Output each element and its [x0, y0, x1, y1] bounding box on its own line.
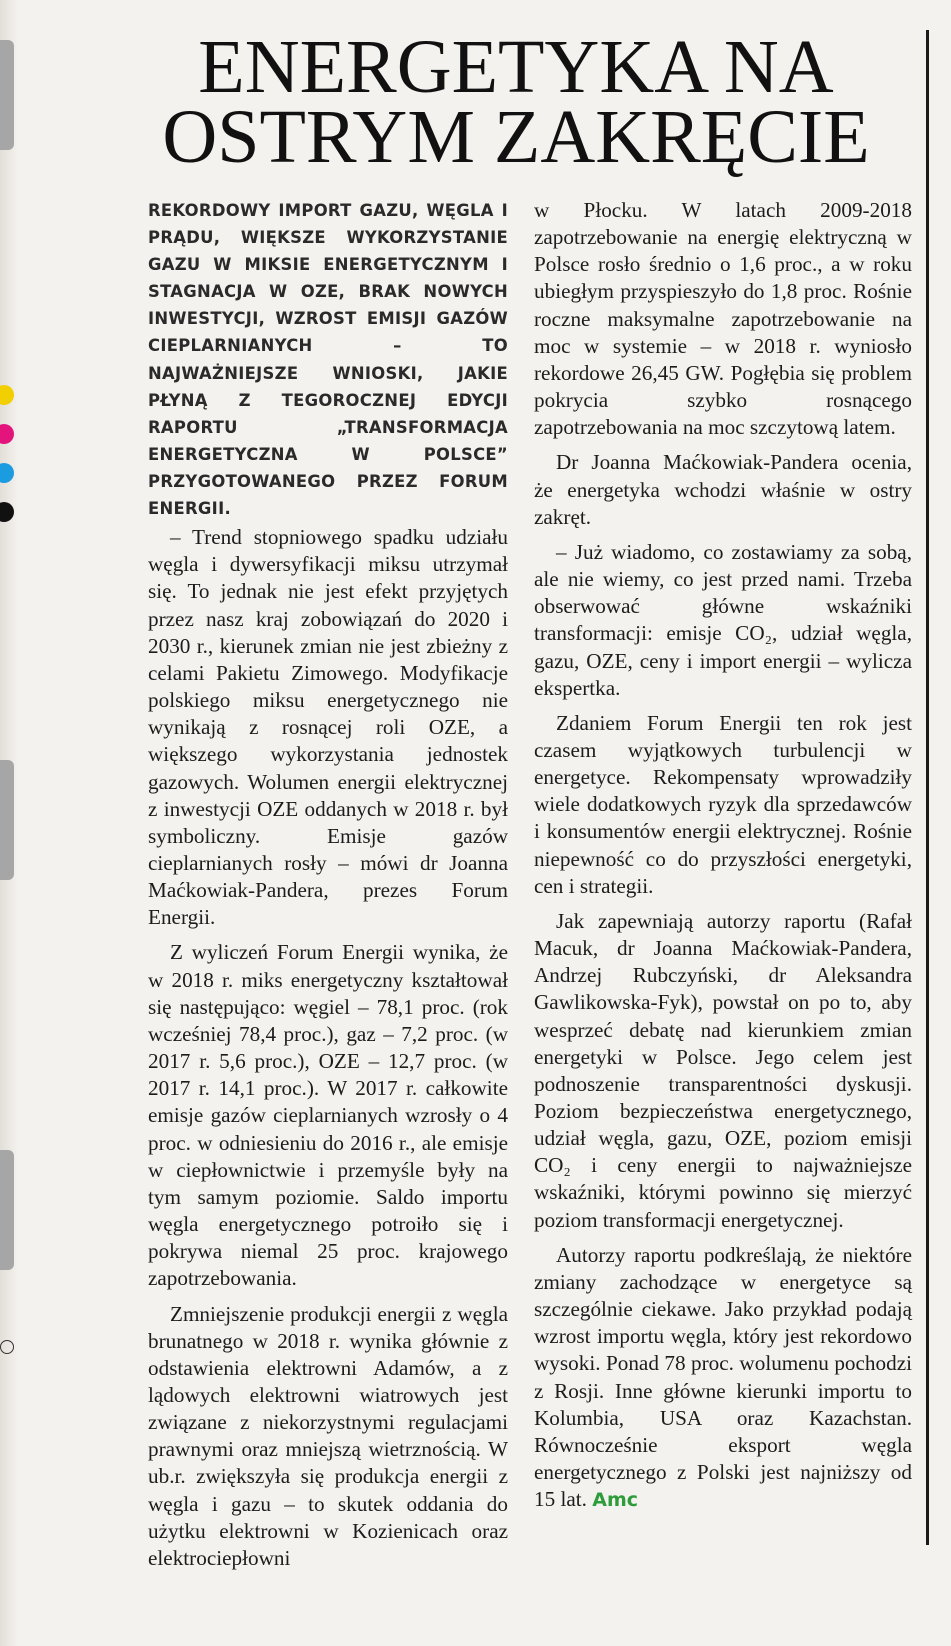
body-paragraph: Dr Joanna Maćkowiak-Pandera ocenia, że energetyka wchodzi właśnie w ostry zakręt.	[534, 450, 912, 529]
body-paragraph: Zdaniem Forum Energii ten rok jest czasem wyjątkowych turbulencji w energetyce. Rekompensaty wprowadziły wiele dodatkowych ryzyk dla sprzedawców i konsumentów energii elektrycznej. Rośnie niepewność co do przyszłości energetyki, cen i strategii.	[534, 710, 912, 898]
column-rule	[926, 30, 929, 1545]
body-paragraph: Z wyliczeń Forum Energii wynika, że w 2018 r. miks energetyczny kształtował się następująco: węgiel – 78,1 proc. (rok wcześniej 78,4 proc.), gaz – 7,2 proc. (w 2017 r. 5,6 proc.), OZE – 12,7 proc. (w 2017 r. 14,1 proc.). W 2017 r. całkowite emisje gazów cieplarnianych wzrosły o 4 proc. w odniesieniu do 2016 r., ale emisje w ciepłownictwie i przemyśle były na tym samym poziomie. Saldo importu węgla energetycznego potroiło się i pokrywa niemal 25 proc. krajowego zapotrzebowania.	[148, 940, 508, 1291]
registration-tab	[0, 40, 14, 150]
body-paragraph: Jak zapewniają autorzy raportu (Rafał Macuk, dr Joanna Maćkowiak-Pandera, Andrzej Rubczyński, dr Aleksandra Gawlikowska-Fyk), powstał on po to, aby wesprzeć debatę nad kierunkiem zmian energetyki w Polsce. Jego celem jest podnoszenie transparentności dyskusji. Poziom bezpieczeństwa energetycznego, udział węgla, gazu, OZE, poziom emisji CO₂ i ceny energii to najważniejsze wskaźniki, którymi powinno się mierzyć poziom transformacji energetycznej.	[534, 908, 912, 1232]
body-paragraph	[534, 1242, 912, 1515]
registration-tab	[0, 760, 14, 880]
article-column-left	[148, 197, 508, 1580]
body-paragraph: – Trend stopniowego spadku udziału węgla i dywersyfikacji miksu utrzymał się. To jednak nie jest efekt przyjętych przez nasz kraj zobowiązań do 2020 i 2030 r., kierunek zmian nie jest zbieżny z celami Pakietu Zimowego. Modyfikacje polskiego miksu energetycznego nie wynikają z rosnącej roli OZE, a większego wykorzystania jednostek gazowych. Wolumen energii elektrycznej z inwestycji OZE oddanych w 2018 r. był symboliczny. Emisje gazów cieplarnianych rosły – mówi dr Joanna Maćkowiak-Pandera, prezes Forum Energii.	[148, 525, 508, 930]
author-signature: Amc	[592, 1489, 639, 1512]
body-paragraph: w Płocku. W latach 2009-2018 zapotrzebowanie na energię elektryczną w Polsce rosło średnio o 1,6 proc., a w roku ubiegłym przyspieszyło do 1,8 proc. Rośnie roczne maksymalne zapotrzebowanie na moc w systemie – w 2018 r. wyniosło rekordowe 26,45 GW. Pogłębia się problem pokrycia szybko rosnącego zapotrzebowania na moc szczytową latem.	[534, 198, 912, 440]
body-paragraph: Zmniejszenie produkcji energii z węgla brunatnego w 2018 r. wynika głównie z odstawienia elektrowni Adamów, a z lądowych elektrowni wiatrowych jest związane z niekorzystnymi regulacjami prawnymi oraz mniejszą wietrznością. W ub.r. zwiększyła się produkcja energii z węgla i gazu – to skutek oddania do użytku elektrowni w Kozienicach oraz elektrociepłowni	[148, 1301, 508, 1570]
body-paragraph: – Już wiadomo, co zostawiamy za sobą, ale nie wiemy, co jest przed nami. Trzeba obserwować główne wskaźniki transformacji: emisje CO₂, udział węgla, gazu, OZE, ceny i import energii – wylicza ekspertka.	[534, 539, 912, 700]
article-column-right	[534, 197, 912, 1522]
lead-paragraph: REKORDOWY IMPORT GAZU, WĘGLA I PRĄDU, WIĘKSZE WYKORZYSTANIE GAZU W MIKSIE ENERGETYCZNYM I STAGNACJA W OZE, BRAK NOWYCH INWESTYCJI, WZROST EMISJI GAZÓW CIEPLARNIANYCH – TO NAJWAŻNIEJSZE WNIOSKI, JAKIE PŁYNĄ Z TEGOROCZNEJ EDYCJI RAPORTU „TRANSFORMACJA ENERGETYCZNA W POLSCE” PRZYGOTOWANEGO PRZEZ FORUM ENERGII.	[148, 201, 508, 519]
crosshair-mark	[0, 1340, 14, 1354]
headline: ENERGETYKA NA OSTRYM ZAKRĘCIE	[162, 25, 870, 179]
registration-tab	[0, 1150, 14, 1270]
body-text: Autorzy raportu podkreślają, że niektóre zmiany zachodzące w energetyce są szczególnie ciekawe. Jako przykład podają wzrost importu węgla, który jest rekordowo wysoki. Ponad 78 proc. wolumenu pochodzi z Rosji. Inne główne kierunki importu to Kolumbia, USA oraz Kazachstan. Równocześnie eksport węgla energetycznego z Polski jest najniższy od 15 lat.	[534, 1242, 912, 1512]
